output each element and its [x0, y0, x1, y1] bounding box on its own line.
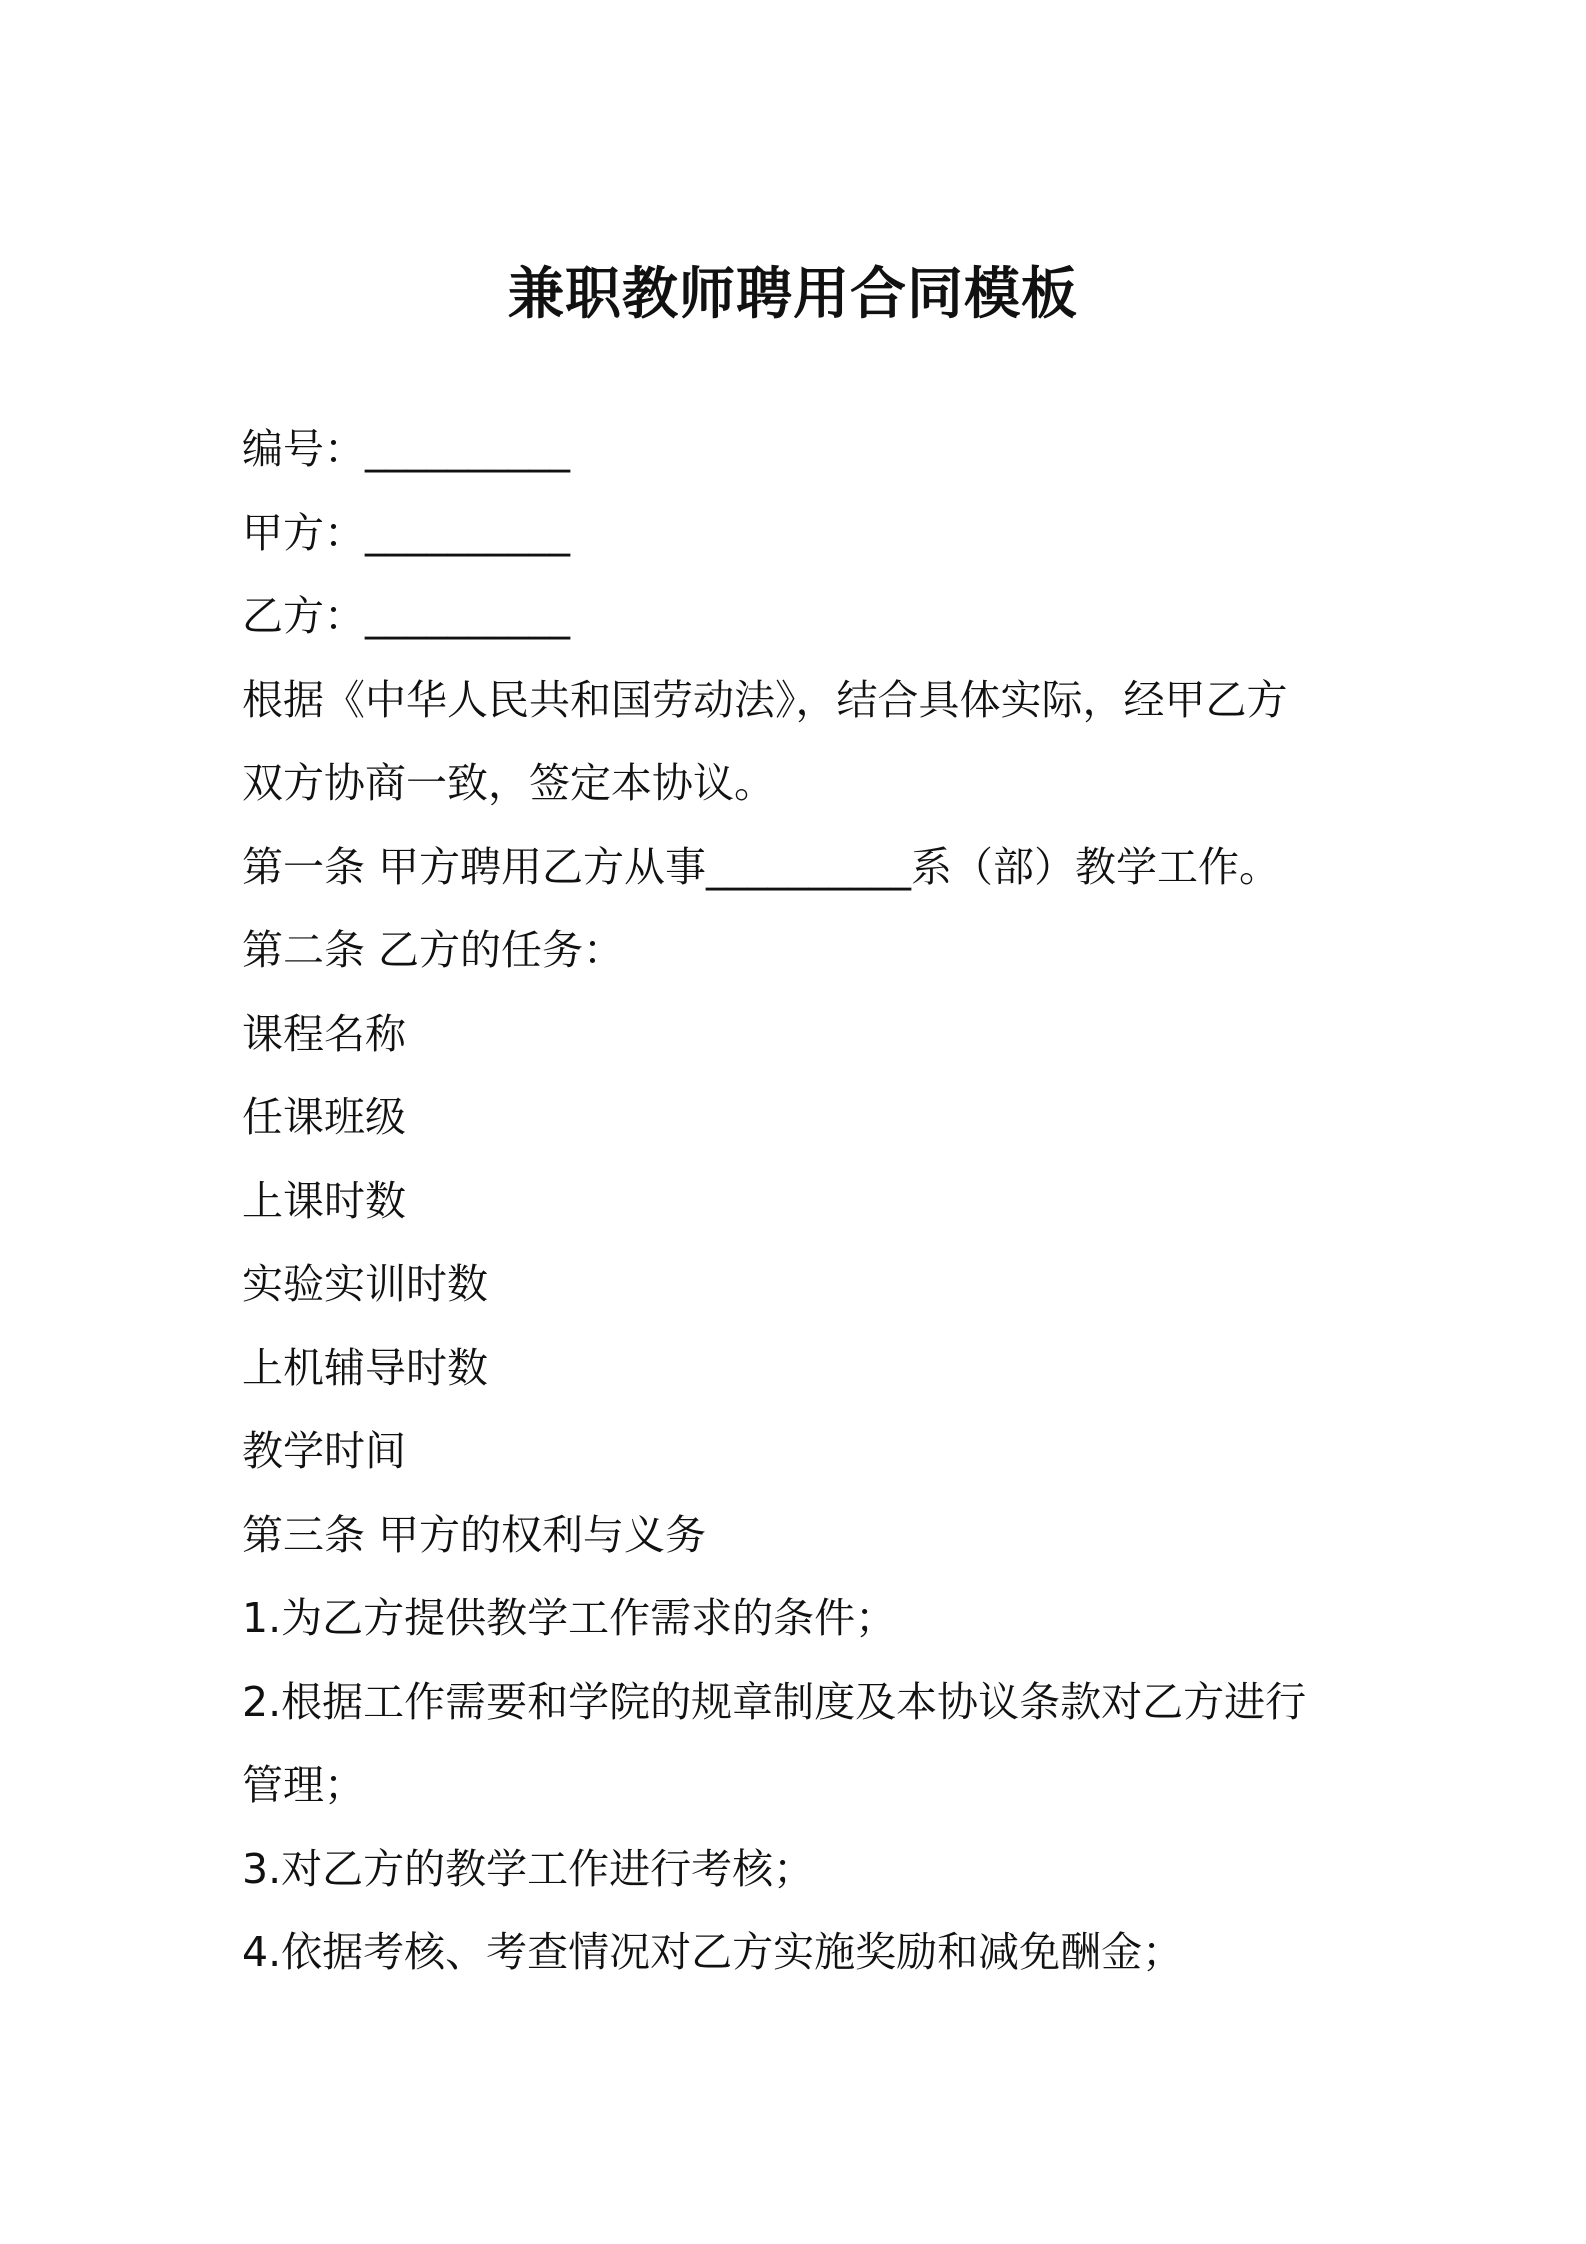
- task-course-name: 课程名称: [242, 1009, 406, 1058]
- contract-number-line: 编号：__________: [242, 425, 570, 473]
- article-3-item-2-line-2: 管理；: [242, 1761, 365, 1809]
- article-3-heading: 第三条 甲方的权利与义务: [242, 1510, 707, 1559]
- preamble-line-2: 双方协商一致，签定本协议。: [242, 759, 775, 807]
- task-computer-hours: 上机辅导时数: [242, 1343, 488, 1392]
- task-lab-hours: 实验实训时数: [242, 1260, 488, 1308]
- party-a-line: 甲方：__________: [242, 508, 570, 557]
- task-class: 任课班级: [242, 1093, 406, 1141]
- document-body: [242, 408, 1362, 1995]
- task-teaching-time: 教学时间: [242, 1427, 406, 1475]
- party-b-line: 乙方：__________: [242, 592, 570, 640]
- article-3-item-2-line-1: 2.根据工作需要和学院的规章制度及本协议条款对乙方进行: [242, 1677, 1307, 1726]
- document-title: 兼职教师聘用合同模板: [508, 262, 1078, 327]
- article-2-heading: 第二条 乙方的任务：: [242, 926, 625, 974]
- task-class-hours: 上课时数: [242, 1176, 406, 1225]
- article-3-item-3: 3.对乙方的教学工作进行考核；: [242, 1844, 815, 1893]
- preamble-line-1: 根据《中华人民共和国劳动法》，结合具体实际，经甲乙方: [242, 675, 1288, 724]
- article-3-item-1: 1.为乙方提供教学工作需求的条件；: [242, 1594, 897, 1642]
- article-3-item-4: 4.依据考核、考查情况对乙方实施奖励和减免酬金；: [242, 1928, 1184, 1976]
- article-1: 第一条 甲方聘用乙方从事__________系（部）教学工作。: [242, 842, 1281, 891]
